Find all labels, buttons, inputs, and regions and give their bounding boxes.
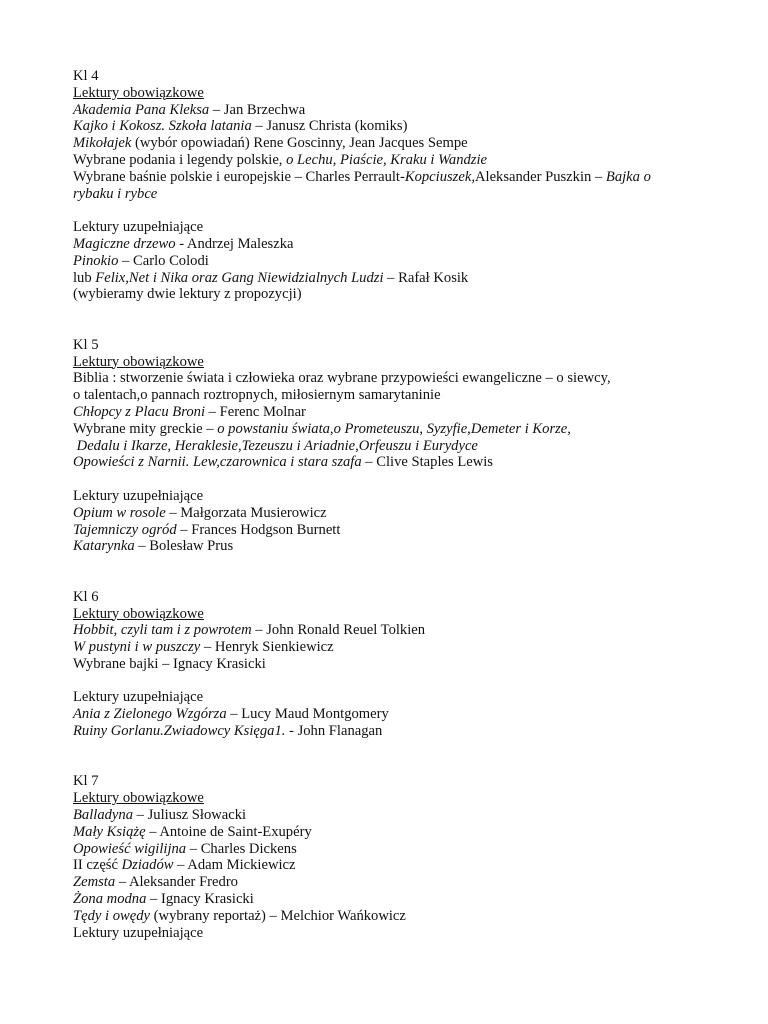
reading-item: Tędy i owędy (wybrany reportaż) – Melchior Wańkowicz xyxy=(73,907,406,924)
reading-item: Zemsta – Aleksander Fredro xyxy=(73,874,238,891)
supplementary-readings-label: Lektury uzupełniające xyxy=(73,924,204,941)
reading-item: Kajko i Kokosz. Szkoła latania – Janusz Christa (komiks) xyxy=(73,118,408,135)
reading-item: Ania z Zielonego Wzgórza – Lucy Maud Montgomery xyxy=(73,706,389,723)
reading-item: Opium w rosole – Małgorzata Musierowicz xyxy=(73,504,327,521)
reading-item: W pustyni i w puszczy – Henryk Sienkiewicz xyxy=(73,639,334,656)
reading-item: Żona modna – Ignacy Krasicki xyxy=(73,891,254,908)
reading-item: Katarynka – Bolesław Prus xyxy=(73,538,234,555)
reading-item: Biblia : stworzenie świata i człowieka oraz wybrane przypowieści ewangeliczne – o siewcy, xyxy=(73,370,611,387)
class-heading: Kl 5 xyxy=(73,336,99,353)
reading-item: Hobbit, czyli tam i z powrotem – John Ronald Reuel Tolkien xyxy=(73,622,426,639)
required-readings-label: Lektury obowiązkowe xyxy=(73,84,204,101)
reading-item: Wybrane baśnie polskie i europejskie – Charles Perrault-Kopciuszek,Aleksander Puszkin – Bajka o xyxy=(73,168,651,185)
reading-item: Tajemniczy ogród – Frances Hodgson Burnett xyxy=(73,521,341,538)
document-page xyxy=(73,68,713,941)
reading-item: Balladyna – Juliusz Słowacki xyxy=(73,807,247,824)
section-class-7 xyxy=(73,773,713,941)
reading-item-continuation: rybaku i rybce xyxy=(73,185,158,202)
reading-item: lub Felix,Net i Nika oraz Gang Niewidzialnych Ludzi – Rafał Kosik xyxy=(73,269,469,286)
class-heading: Kl 4 xyxy=(73,68,99,84)
reading-note: (wybieramy dwie lektury z propozycji) xyxy=(73,286,302,303)
supplementary-readings-label: Lektury uzupełniające xyxy=(73,219,204,236)
reading-item: Magiczne drzewo - Andrzej Maleszka xyxy=(73,235,294,252)
reading-item: Wybrane mity greckie – o powstaniu świata,o Prometeuszu, Syzyfie,Demeter i Korze, xyxy=(73,420,571,437)
reading-item: Wybrane podania i legendy polskie, o Lechu, Piaście, Kraku i Wandzie xyxy=(73,151,488,168)
required-readings-label: Lektury obowiązkowe xyxy=(73,790,204,807)
reading-item: Opowieść wigilijna – Charles Dickens xyxy=(73,840,297,857)
reading-item: Chłopcy z Placu Broni – Ferenc Molnar xyxy=(73,403,306,420)
required-readings-label: Lektury obowiązkowe xyxy=(73,605,204,622)
supplementary-readings-label: Lektury uzupełniające xyxy=(73,487,204,504)
reading-item: Wybrane bajki – Ignacy Krasicki xyxy=(73,655,266,672)
reading-item: II część Dziadów – Adam Mickiewicz xyxy=(73,857,296,874)
required-readings-label: Lektury obowiązkowe xyxy=(73,353,204,370)
reading-item: Ruiny Gorlanu.Zwiadowcy Księga1. - John Flanagan xyxy=(73,723,383,740)
reading-item: Pinokio – Carlo Colodi xyxy=(73,252,209,269)
reading-item-continuation: Dedalu i Ikarze, Heraklesie,Tezeuszu i Ariadnie,Orfeuszu i Eurydyce xyxy=(73,437,478,454)
section-class-5 xyxy=(73,337,713,555)
reading-item: Mały Książę – Antoine de Saint-Exupéry xyxy=(73,823,312,840)
reading-item-continuation: o talentach,o pannach roztropnych, miłosiernym samarytaninie xyxy=(73,387,441,404)
class-heading: Kl 7 xyxy=(73,773,99,790)
reading-item: Opowieści z Narnii. Lew,czarownica i stara szafa – Clive Staples Lewis xyxy=(73,454,493,471)
section-class-4 xyxy=(73,68,713,303)
supplementary-readings-label: Lektury uzupełniające xyxy=(73,689,204,706)
class-heading: Kl 6 xyxy=(73,588,99,605)
reading-item: Akademia Pana Kleksa – Jan Brzechwa xyxy=(73,101,306,118)
section-class-6 xyxy=(73,589,713,740)
reading-item: Mikołajek (wybór opowiadań) Rene Goscinny, Jean Jacques Sempe xyxy=(73,135,468,152)
